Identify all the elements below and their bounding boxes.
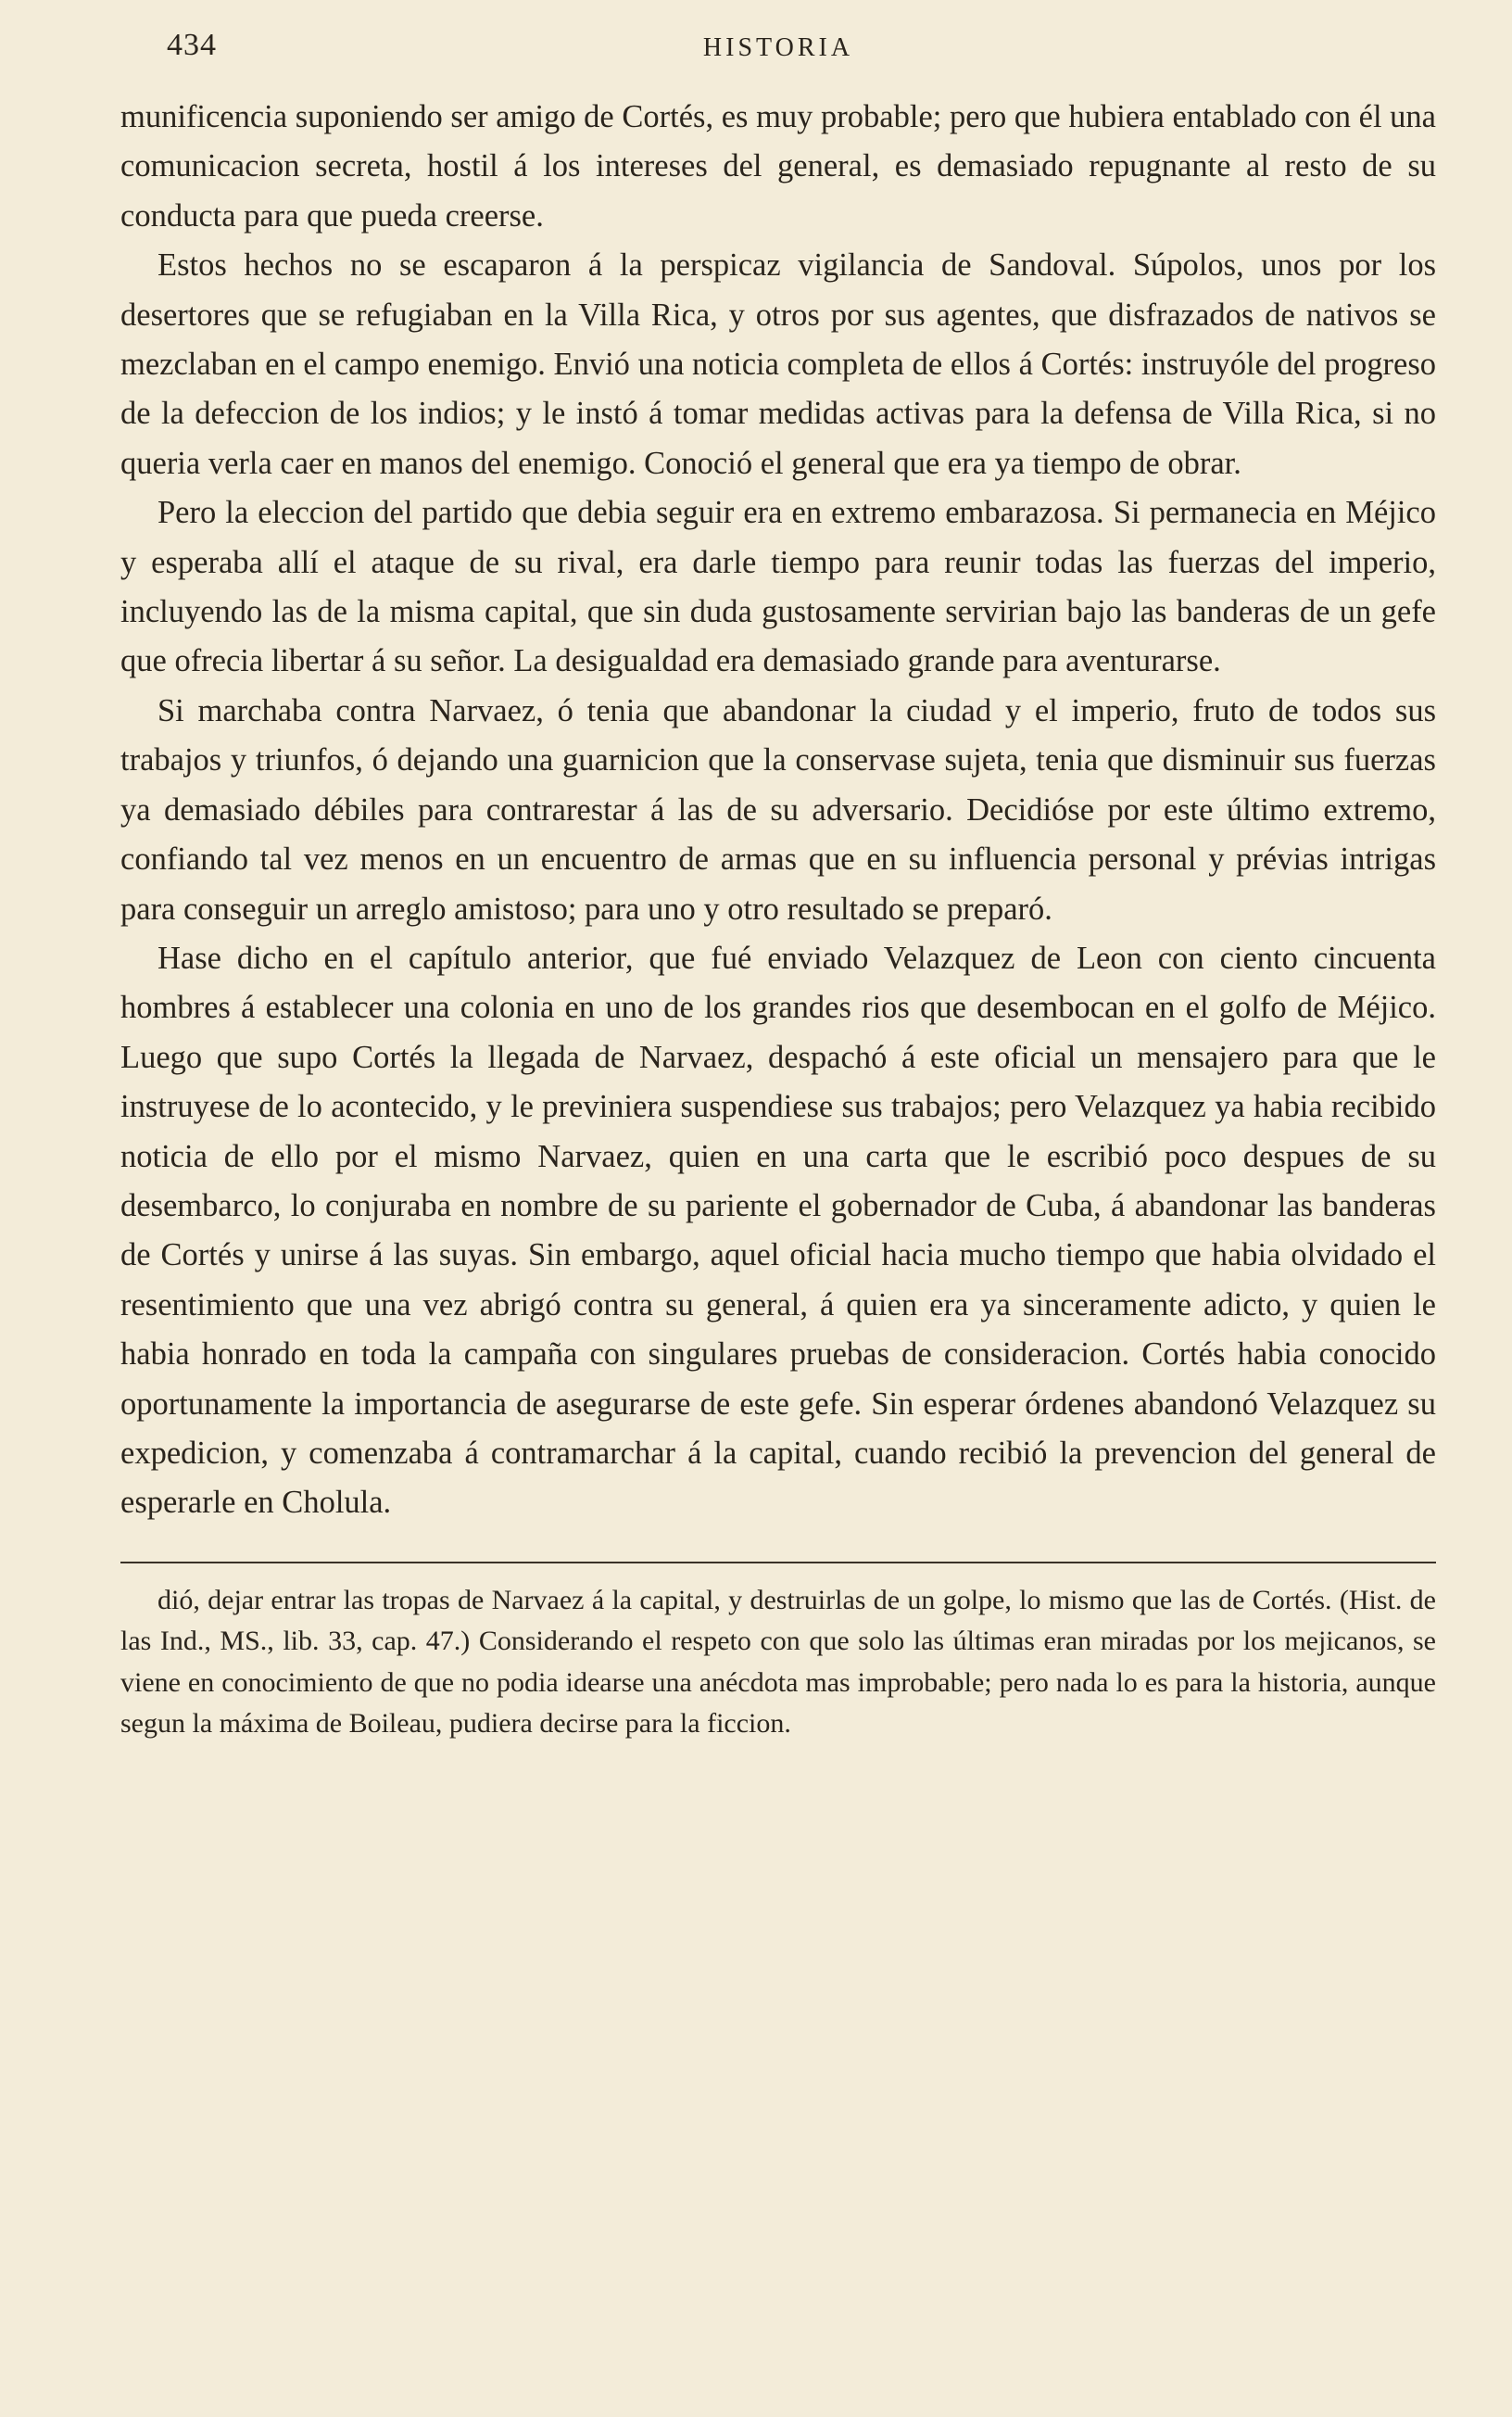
paragraph-narvaez: Si marchaba contra Narvaez, ó tenia que abandonar la ciudad y el imperio, fruto de todos sus trabajos y triunfos, ó dejando una guarnicion que la conservase sujeta, tenia que disminuir sus fuerzas ya demasiado débiles para contrarestar á las de su adversario. Decidióse por este último extremo, confiando tal vez menos en un encuentro de armas que en su influencia personal y prévias intrigas para conseguir un arreglo amistoso; para uno y otro resultado se preparó. <box>120 692 1436 927</box>
footnote <box>120 1580 1436 1745</box>
paragraph-continued: munificencia suponiendo ser amigo de Cortés, es muy probable; pero que hubiera entablado con él una comunicacion secreta, hostil á los intereses del general, es demasiado repugnante al resto de su conducta para que pueda creerse. <box>120 99 1436 234</box>
paragraph-sandoval: Estos hechos no se escaparon á la perspicaz vigilancia de Sandoval. Súpolos, unos por los desertores que se refugiaban en la Villa Rica, y otros por sus agentes, que disfrazados de nativos se mezclaban en el campo enemigo. Envió una noticia completa de ellos á Cortés: instruyóle del progreso de la defeccion de los indios; y le instó á tomar medidas activas para la defensa de Villa Rica, si no queria verla caer en manos del enemigo. Conoció el general que era ya tiempo de obrar. <box>120 247 1436 481</box>
footnote-divider <box>120 1562 1436 1563</box>
footnote-text: dió, dejar entrar las tropas de Narvaez á la capital, y destruirlas de un golpe, lo mismo que las de Cortés. (Hist. de las Ind., MS., lib. 33, cap. 47.) Considerando el respeto con que solo las últimas eran miradas por los mejicanos, se viene en conocimiento de que no podia idearse una anécdota mas improbable; pero nada lo es para la historia, aunque segun la máxima de Boileau, pudiera decirse para la ficcion. <box>120 1584 1436 1740</box>
body-text <box>120 93 1436 1528</box>
paragraph-velazquez: Hase dicho en el capítulo anterior, que fué enviado Velazquez de Leon con ciento cincuenta hombres á establecer una colonia en uno de los grandes rios que desembocan en el golfo de Méjico. Luego que supo Cortés la llegada de Narvaez, despachó á este oficial un mensajero para que le instruyese de lo acontecido, y le previniera suspendiese sus trabajos; pero Velazquez ya habia recibido noticia de ello por el mismo Narvaez, quien en una carta que le escribió poco despues de su desembarco, lo conjuraba en nombre de su pariente el gobernador de Cuba, á abandonar las banderas de Cortés y unirse á las suyas. Sin embargo, aquel oficial hacia mucho tiempo que habia olvidado el resentimiento que una vez abrigó contra su general, á quien era ya sinceramente adicto, y quien le habia honrado en toda la campaña con singulares pruebas de consideracion. Cortés habia conocido oportunamente la importancia de asegurarse de este gefe. Sin esperar órdenes abandonó Velazquez su expedicion, y comenzaba á contramarchar á la capital, cuando recibió la prevencion del general de esperarle en Cholula. <box>120 940 1436 1521</box>
page-number: 434 <box>167 28 217 62</box>
page-header <box>120 28 1436 85</box>
paragraph-eleccion: Pero la eleccion del partido que debia seguir era en extremo embarazosa. Si permanecia en Méjico y esperaba allí el ataque de su rival, era darle tiempo para reunir todas las fuerzas del imperio, incluyendo las de la misma capital, que sin duda gustosamente servirian bajo las banderas de un gefe que ofrecia libertar á su señor. La desigualdad era demasiado grande para aventurarse. <box>120 495 1436 679</box>
running-head: HISTORIA <box>702 33 854 62</box>
book-page <box>120 28 1436 2382</box>
